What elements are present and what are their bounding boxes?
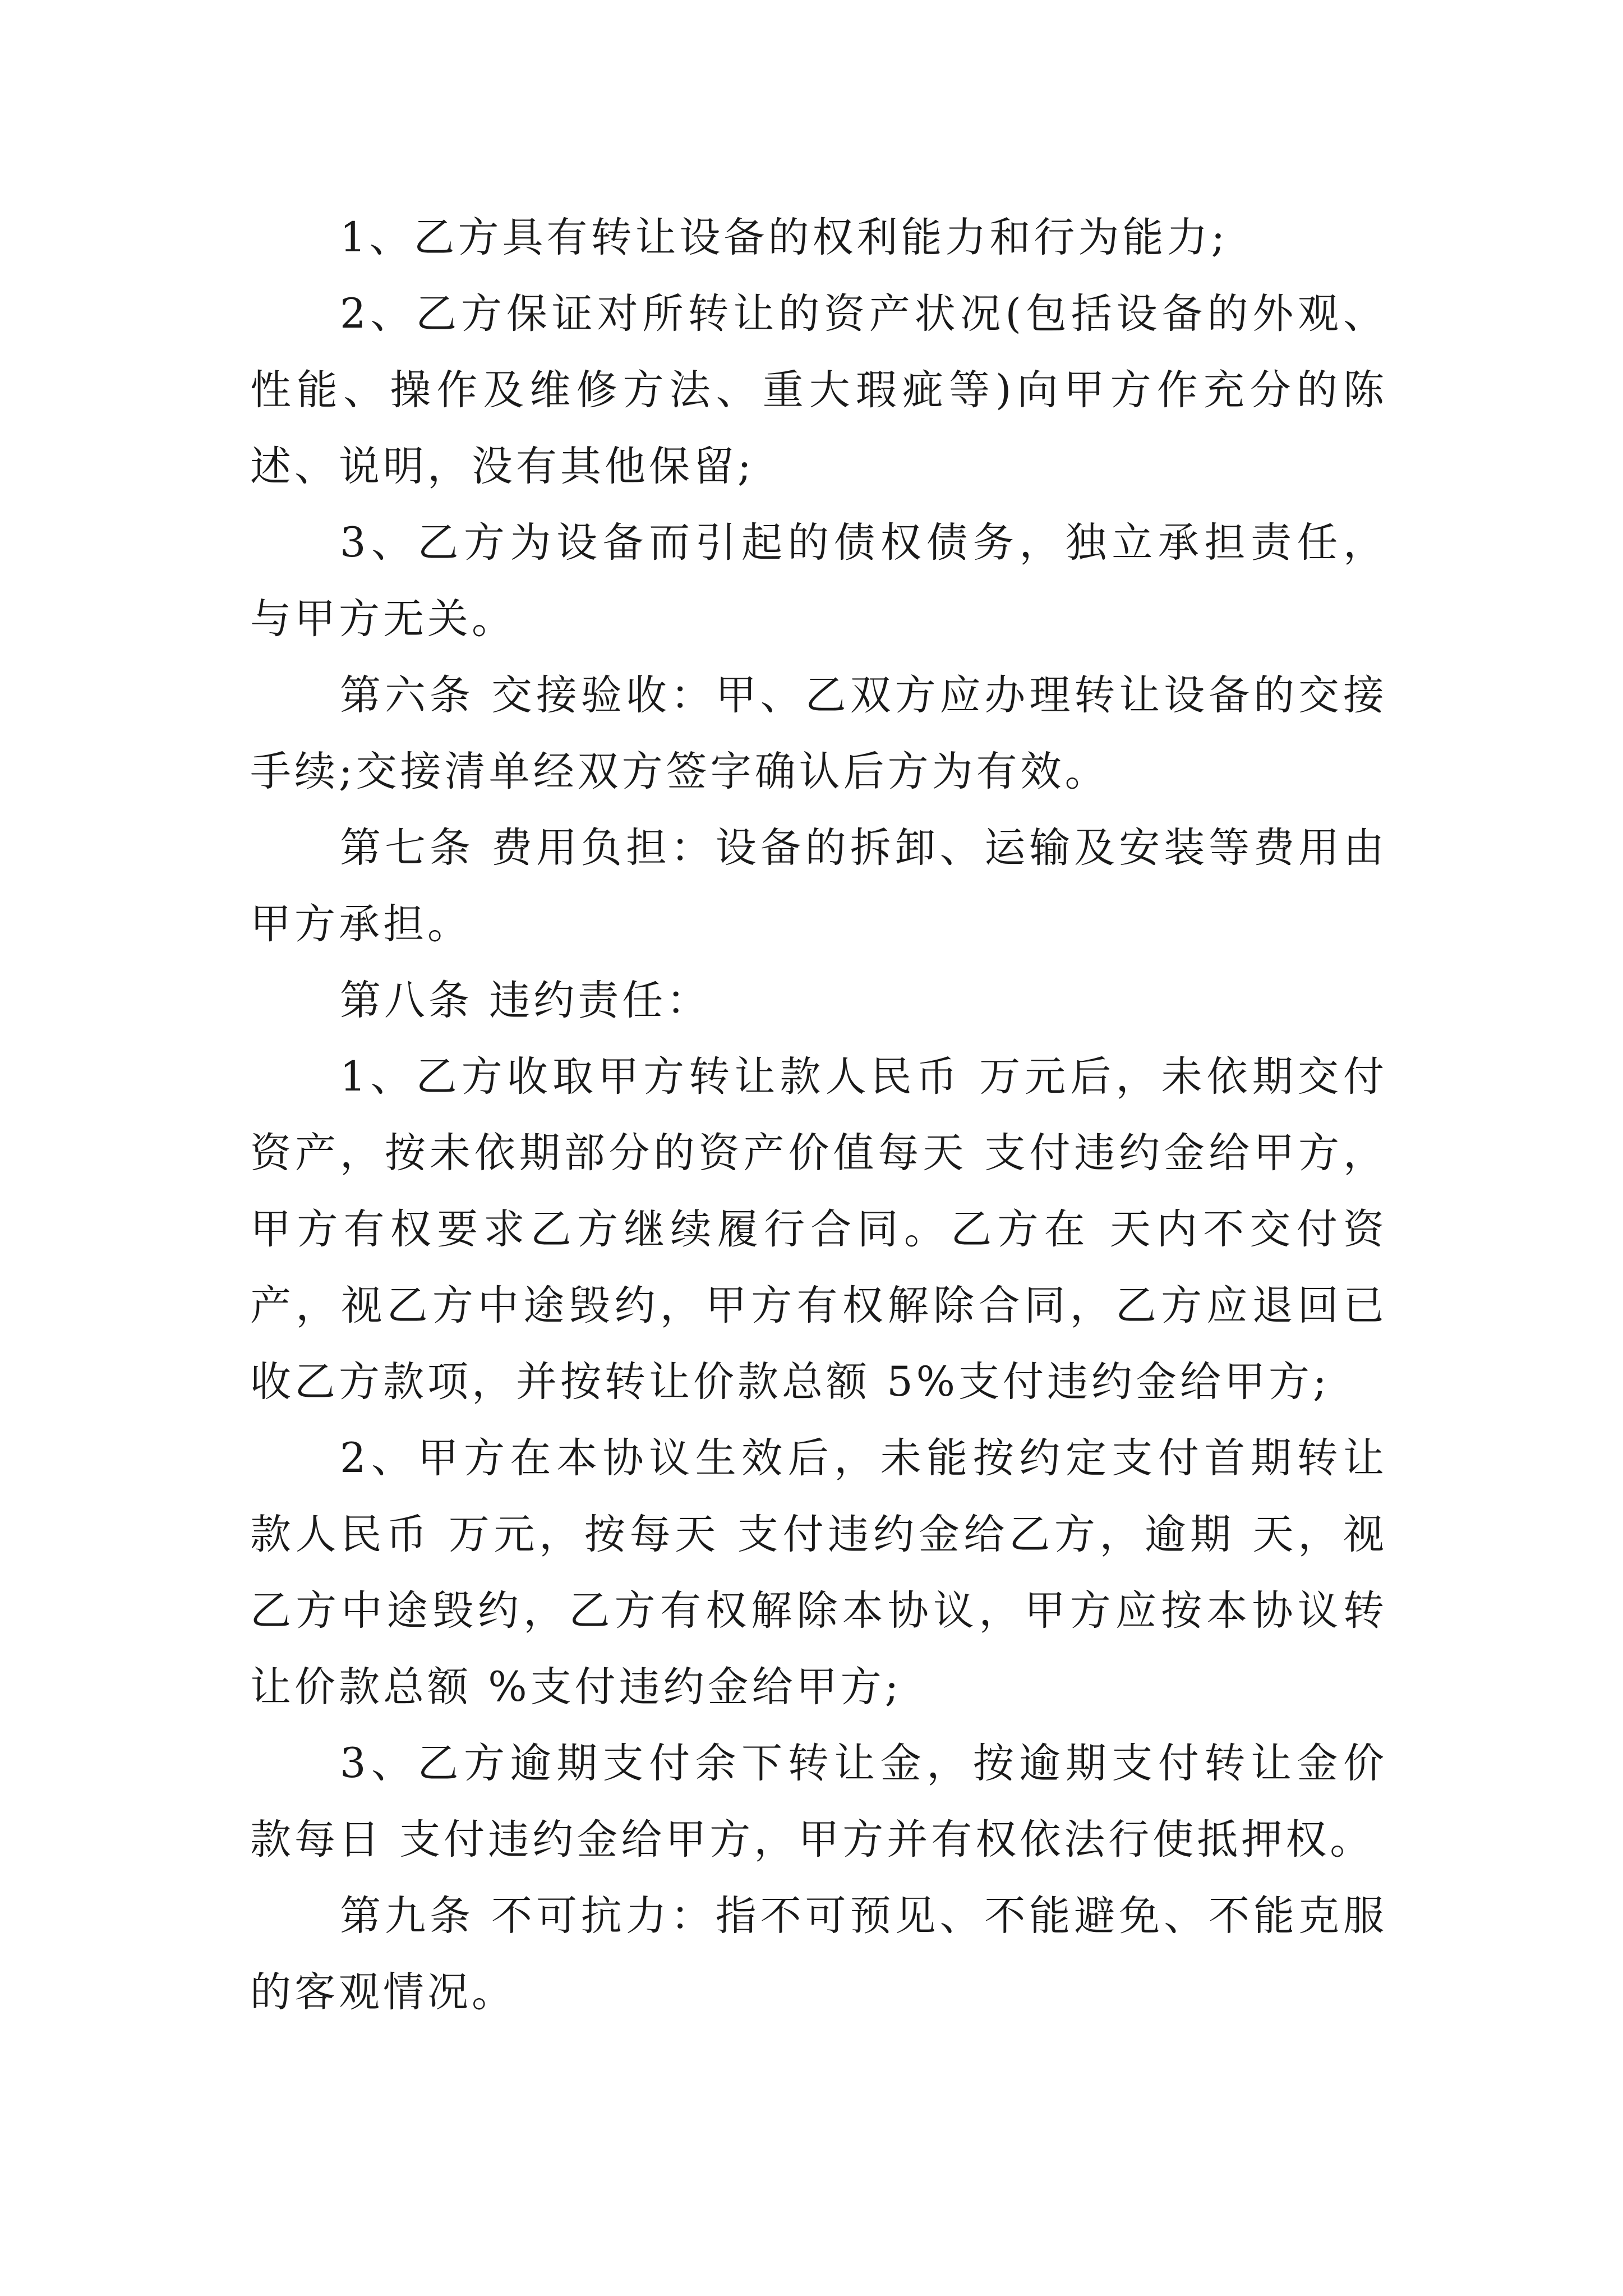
clause-8-item-1: 1、乙方收取甲方转让款人民币 万元后，未依期交付资产，按未依期部分的资产价值每天 支付违约金给甲方，甲方有权要求乙方继续履行合同。乙方在 天内不交付资产，视乙方中途毁约，甲方有权解除合同，乙方应退回已收乙方款项，并按转让价款总额 5%支付违约金给甲方;	[250, 1053, 1387, 1406]
clause-9-force-majeure: 第九条 不可抗力：指不可预见、不能避免、不能克服的客观情况。	[250, 1892, 1387, 2016]
clause-8-item-3: 3、乙方逾期支付余下转让金，按逾期支付转让金价款每日 支付违约金给甲方，甲方并有权依法行使抵押权。	[250, 1740, 1387, 1864]
clause-6-handover: 第六条 交接验收：甲、乙双方应办理转让设备的交接手续;交接清单经双方签字确认后方为有效。	[250, 671, 1387, 795]
clause-8-item-2: 2、甲方在本协议生效后，未能按约定支付首期转让款人民币 万元，按每天 支付违约金给乙方，逾期 天，视乙方中途毁约，乙方有权解除本协议，甲方应按本协议转让价款总额 %支付违约金给甲方;	[250, 1434, 1387, 1711]
clause-5-item-3: 3、乙方为设备而引起的债权债务，独立承担责任，与甲方无关。	[250, 519, 1387, 643]
clause-5-item-1: 1、乙方具有转让设备的权利能力和行为能力;	[340, 214, 1229, 261]
clause-5-item-2: 2、乙方保证对所转让的资产状况(包括设备的外观、性能、操作及维修方法、重大瑕疵等)向甲方作充分的陈述、说明，没有其他保留;	[250, 290, 1387, 490]
clause-8-heading: 第八条 违约责任：	[340, 977, 711, 1024]
clause-7-costs: 第七条 费用负担：设备的拆卸、运输及安装等费用由甲方承担。	[250, 824, 1387, 948]
document-body	[250, 200, 1387, 2031]
